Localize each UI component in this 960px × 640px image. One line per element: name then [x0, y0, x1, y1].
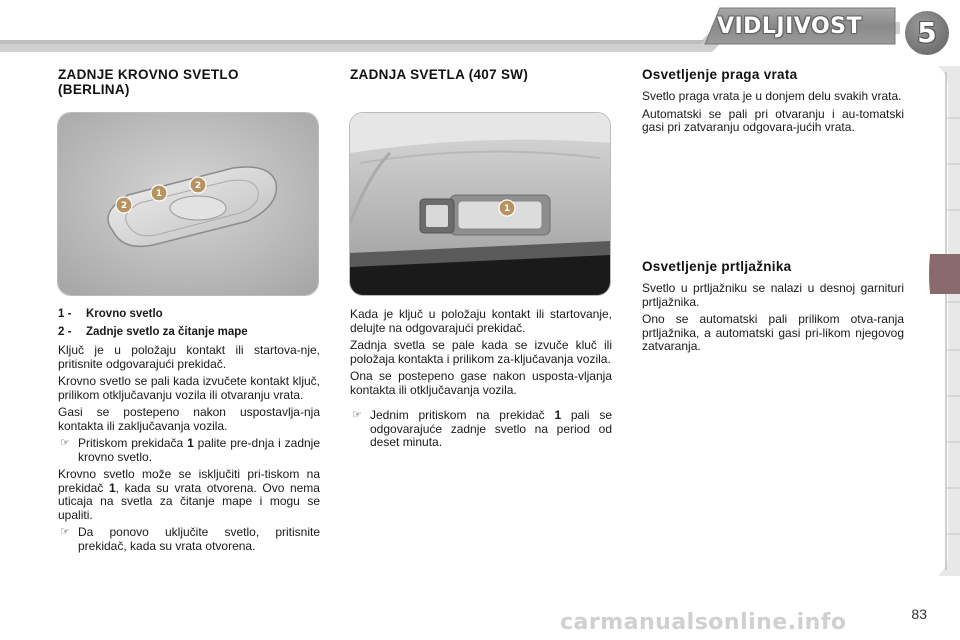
column-rear-lights-text [350, 308, 612, 454]
watermark: carmanualsonline.info [560, 610, 847, 635]
legend-item-2: 2 - Zadnje svetlo za čitanje mape [58, 326, 248, 338]
section-heading-boot: Osvetljenje prtljažnika [642, 259, 792, 274]
photo-roof-light-callouts [57, 112, 317, 294]
callout-1-rear: 1 [503, 204, 511, 214]
column-roof-light-text [58, 308, 320, 557]
chapter-title: VIDLJIVOST [716, 14, 862, 39]
section-heading-roof-light: ZADNJE KROVNO SVETLO (BERLINA) [58, 67, 239, 97]
paragraph: Svetlo u prtljažniku se nalazi u desnoj garnituri prtljažnika. [642, 281, 904, 309]
column-roof-light [58, 67, 320, 97]
paragraph: Ono se automatski pali prilikom otva-ranja prtljažnika, a automatski gasi pri-likom njegovog zatvaranja. [642, 312, 904, 353]
paragraph: Krovno svetlo se pali kada izvučete kontakt ključ, prilikom otključavanju vozila ili otvaranju vrata. [58, 374, 320, 402]
pointing-hand-icon: ☞ [60, 526, 70, 538]
legend-item-1: 1 - Krovno svetlo [58, 308, 163, 320]
paragraph: Ona se postepeno gase nakon usposta-vljanja kontakta ili otključavanja vozila. [350, 369, 612, 397]
bullet-paragraph: ☞ Pritiskom prekidača 1 palite pre-dnja i zadnje krovno svetlo. [60, 436, 320, 464]
column-door-boot-lights [642, 67, 904, 139]
pointing-hand-icon: ☞ [60, 437, 70, 449]
callout-2-right: 2 [194, 181, 202, 191]
paragraph: Krovno svetlo može se isključiti pri-tiskom na prekidač 1, kada su vrata otvorena. Ovo nema uticaja na svetla za čitanje mape i mogu se upaliti. [58, 467, 320, 522]
chapter-number: 5 [917, 16, 937, 49]
chapter-side-tabs [928, 66, 960, 576]
paragraph: Automatski se pali pri otvaranju i au-tomatski gasi pri zatvaranju odgovara-jućih vrata. [642, 106, 904, 134]
callout-2-left: 2 [120, 201, 128, 211]
paragraph: Gasi se postepeno nakon uspostavlja-nja kontakta ili zaključavanja vozila. [58, 405, 320, 433]
section-heading-door-sill: Osvetljenje praga vrata [642, 67, 798, 82]
photo-rear-lights-callouts [349, 112, 609, 294]
bullet-paragraph: ☞ Jednim pritiskom na prekidač 1 pali se odgovarajuće zadnje svetlo na period od deset minuta. [352, 408, 612, 449]
bullet-paragraph: ☞ Da ponovo uključite svetlo, pritisnite prekidač, kada su vrata otvorena. [60, 525, 320, 553]
paragraph: Zadnja svetla se pale kada se izvuče kluč ili položaja kontakta i prilikom za-ključavanja vozila. [350, 338, 612, 366]
pointing-hand-icon: ☞ [352, 409, 362, 421]
page-number: 83 [911, 606, 927, 622]
callout-1: 1 [155, 189, 163, 199]
column-boot-light [642, 259, 904, 358]
paragraph: Kada je ključ u položaju kontakt ili startovanje, delujte na odgovarajući prekidač. [350, 307, 612, 335]
column-rear-lights [350, 67, 612, 82]
section-heading-rear-lights: ZADNJA SVETLA (407 SW) [350, 67, 529, 82]
paragraph: Ključ je u položaju kontakt ili startova-nje, pritisnite odgovarajući prekidač. [58, 343, 320, 371]
paragraph: Svetlo praga vrata je u donjem delu svakih vrata. [642, 89, 902, 103]
